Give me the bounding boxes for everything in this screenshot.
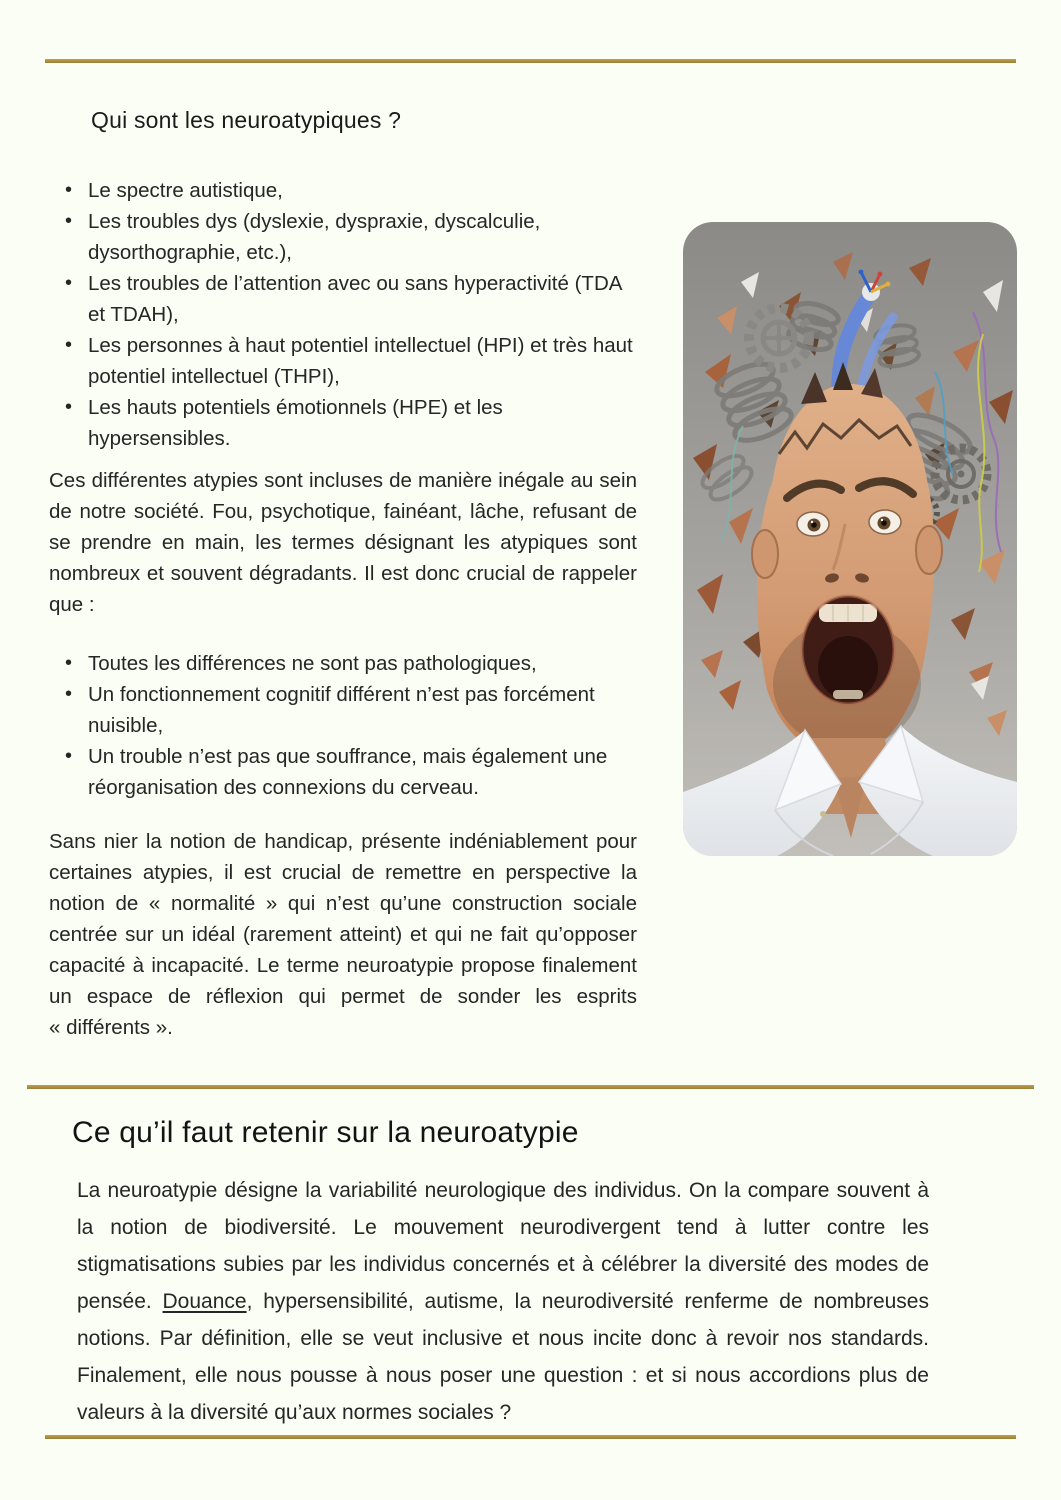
list-item: • Les troubles de l’attention avec ou sans hyperactivité (TDA et TDAH), <box>49 268 639 330</box>
list-item: • Un fonctionnement cognitif différent n’est pas forcément nuisible, <box>49 679 639 741</box>
list-item: • Les personnes à haut potentiel intellectuel (HPI) et très haut potentiel intellectuel (THPI), <box>49 330 639 392</box>
bottom-divider-line <box>45 1435 1016 1439</box>
list-item: • Toutes les différences ne sont pas pathologiques, <box>49 648 639 679</box>
list-item: • Le spectre autistique, <box>49 175 639 206</box>
open-mouth <box>802 596 894 704</box>
douance-link[interactable]: Douance <box>162 1290 247 1313</box>
middle-divider-line <box>27 1085 1034 1089</box>
list-item: • Un trouble n’est pas que souffrance, mais également une réorganisation des connexions du cerveau. <box>49 741 639 803</box>
right-ear <box>916 526 942 574</box>
left-ear <box>752 530 778 578</box>
neuroatypical-types-list <box>49 175 639 454</box>
exploding-head-photo <box>683 222 1017 856</box>
list-item: • Les troubles dys (dyslexie, dyspraxie, dyscalculie, dysorthographie, etc.), <box>49 206 639 268</box>
top-divider-line <box>45 59 1016 63</box>
section-heading-bottom: Ce qu’il faut retenir sur la neuroatypie <box>72 1116 579 1149</box>
paragraph-atypies: Ces différentes atypies sont incluses de manière inégale au sein de notre société. Fou, psychotique, fainéant, lâche, refusant de se prendre en main, les termes désignant les atypiques sont nombreux et souvent dégradants. Il est donc crucial de rappeler que : <box>49 469 637 616</box>
exploding-head-illustration <box>683 222 1017 856</box>
summary-text-after-link: , hypersensibilité, autisme, la neurodiversité renferme de nombreuses notions. Par définition, elle se veut inclusive et nous incite donc à revoir nos standards. Finalement, elle nous pousse à nous poser une question : et si nous accordions plus de valeurs à la diversité qu’aux normes sociales ? <box>77 1290 929 1424</box>
summary-text-before-link: La neuroatypie désigne la variabilité neurologique des individus. On la compare souvent à la notion de biodiversité. Le mouvement neurodivergent tend à lutter contre les stigmatisations subies par les individus concernés et à célébrer la diversité des modes de pensée. <box>77 1179 929 1313</box>
reminders-list <box>49 648 639 803</box>
list-item: • Les hauts potentiels émotionnels (HPE) et les hypersensibles. <box>49 392 639 454</box>
section-heading-top: Qui sont les neuroatypiques ? <box>91 107 402 133</box>
paragraph-handicap: Sans nier la notion de handicap, présente indéniablement pour certaines atypies, il est crucial de remettre en perspective la notion de « normalité » qui n’est qu’une construction sociale centrée sur un idéal (rarement atteint) et qui ne fait qu’opposer capacité à incapacité. Le terme neuroatypie propose finalement un espace de réflexion qui permet de sonder les esprits « différents ». <box>49 830 637 1039</box>
summary-paragraph <box>77 1172 929 1431</box>
